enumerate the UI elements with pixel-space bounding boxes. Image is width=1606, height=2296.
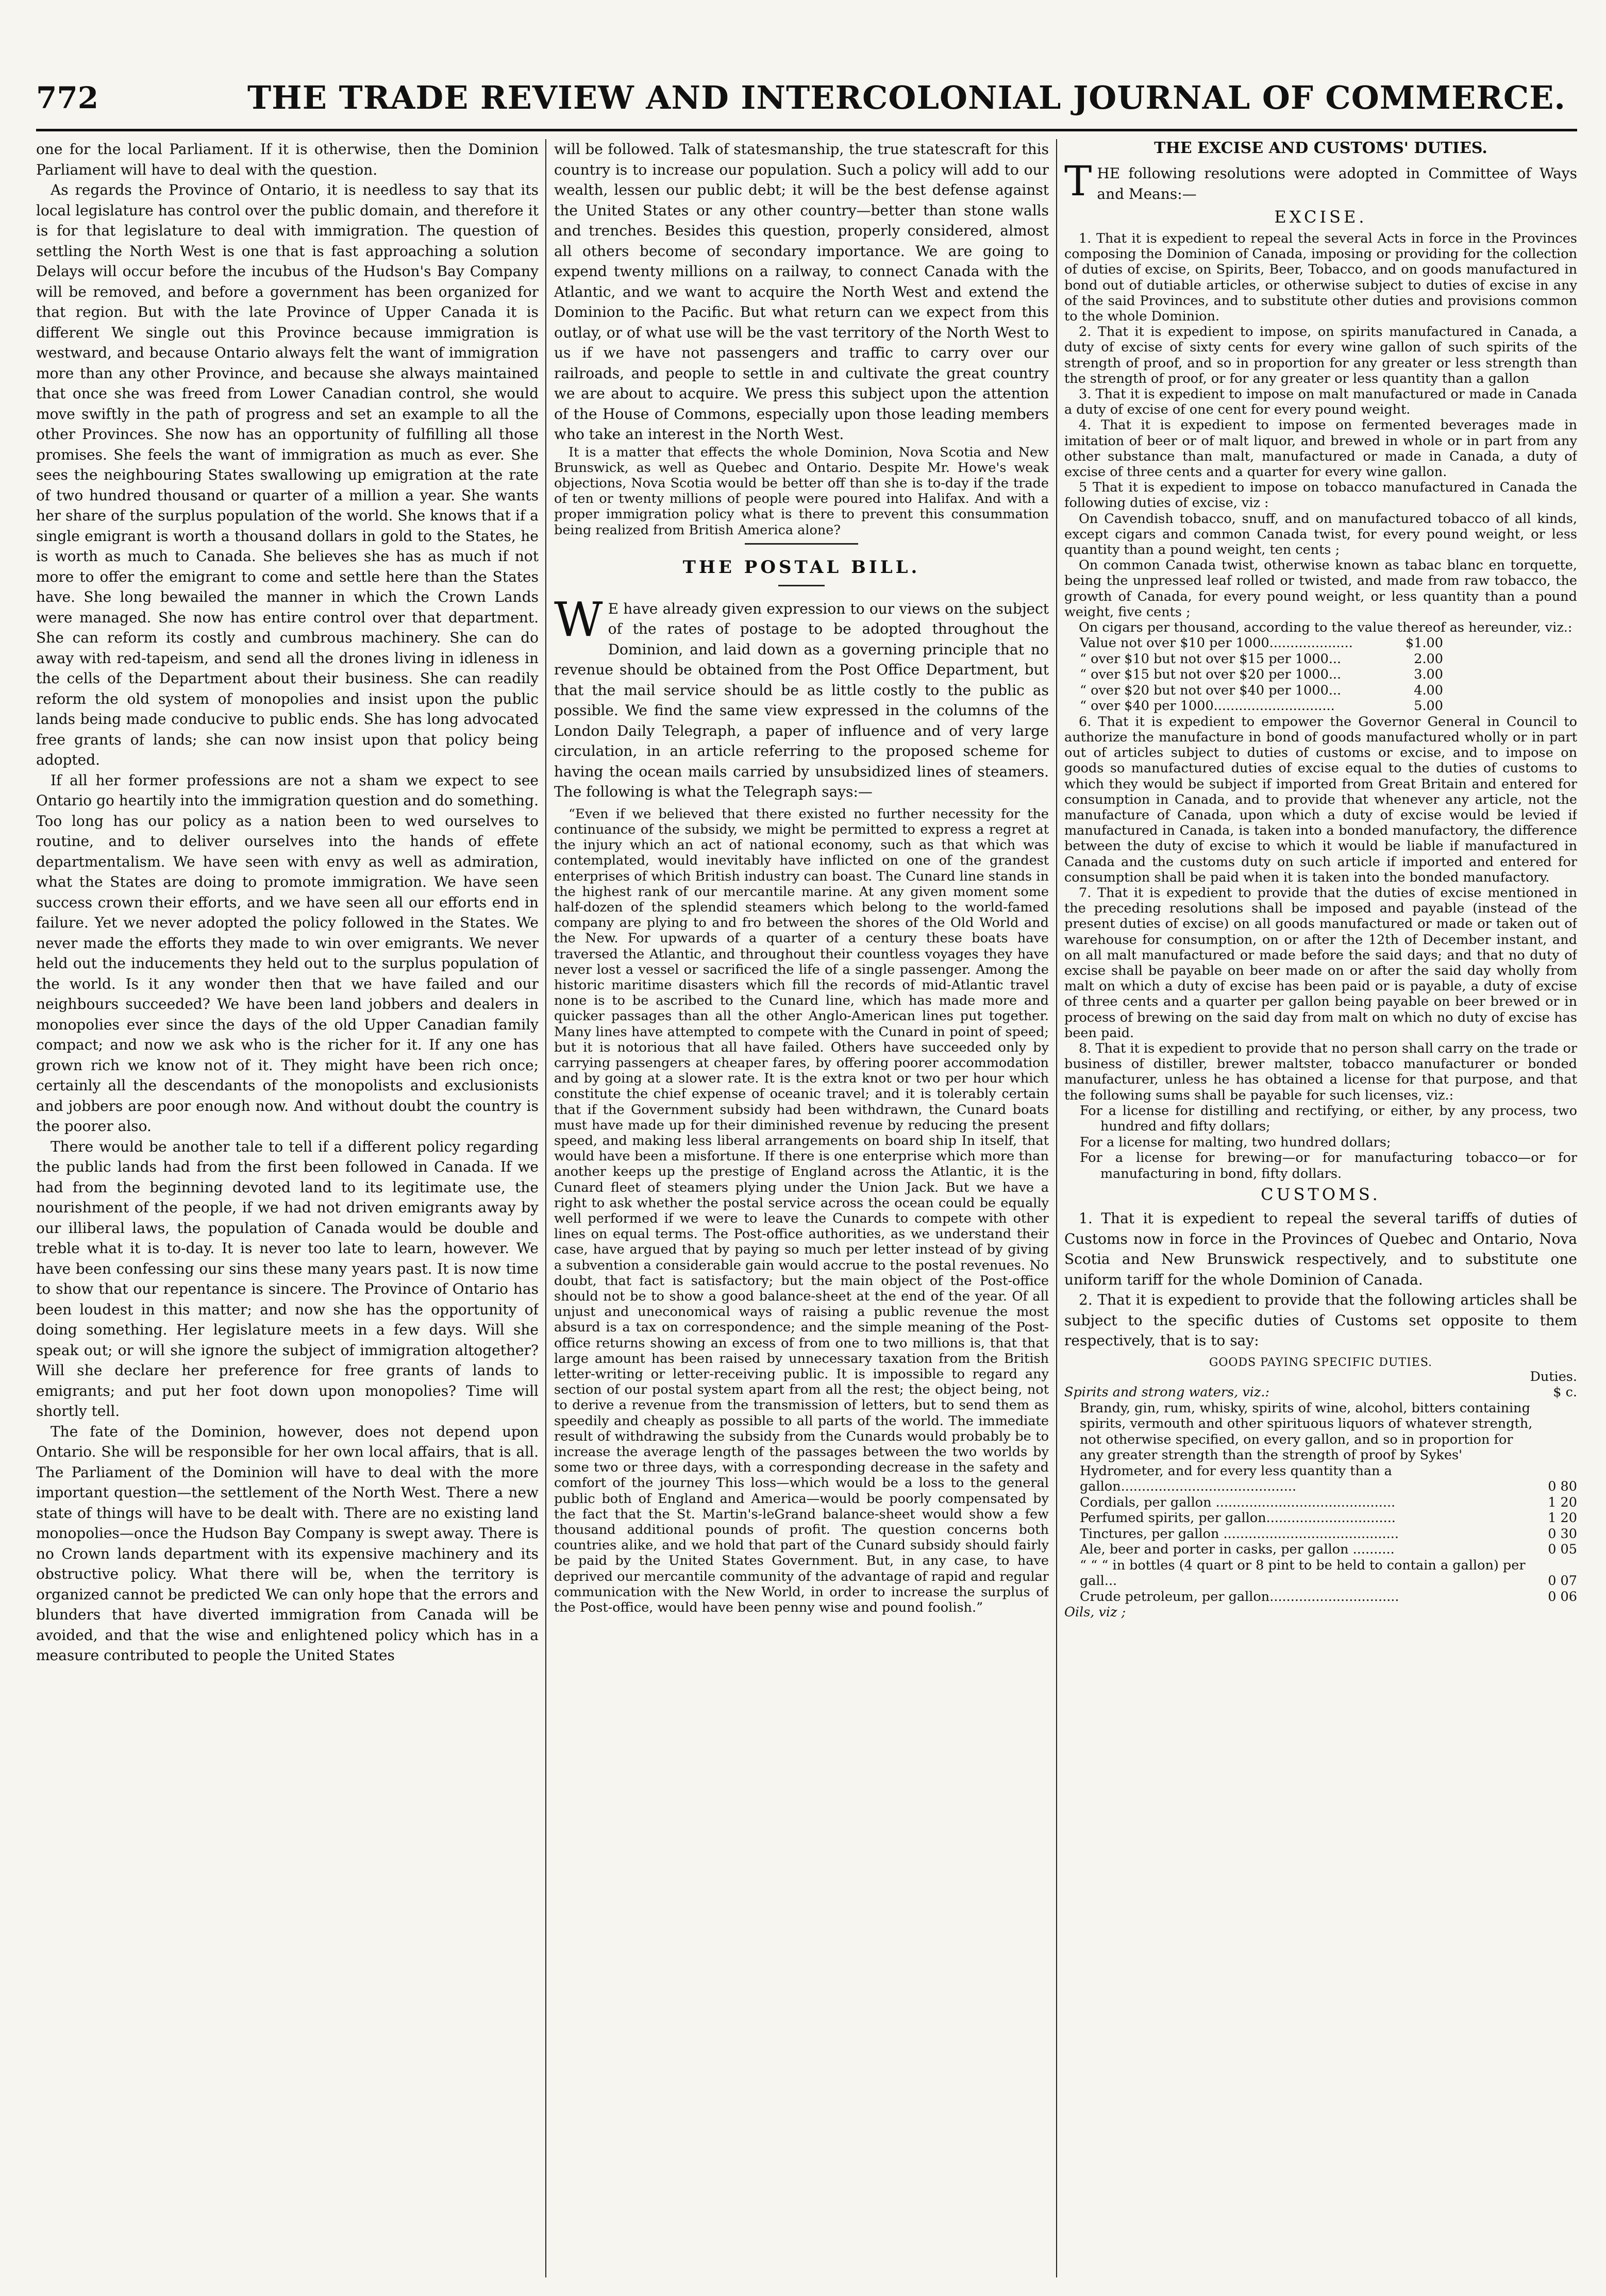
column-left [36,139,539,2277]
duty-item: “ “ “ in bottles (4 quart or 8 pint to be held to contain a gallon) per gall... [1080,1557,1526,1589]
resolution: 7. That it is expedient to provide that the duties of excise mentioned in the preceding resolutions shall be imposed and payable (instead of the present duties of excise) on all goods manufactured or made or taken out of warehouse for consumption, on or after the 12th of December instant, and on all malt manufactured or made before the said days; and that no duty of excise shall be payable on beer made on or after the said day wholly from malt on which a duty of excise has been paid or is payable, a duty of excise of three cents and a quarter per gallon being payable on beer brewed or in process of brewing on the said day from malt on which no duty of excise has been paid. [1064,885,1577,1041]
duty-row [1064,1400,1577,1495]
column-middle [554,139,1049,2277]
oils-label: Oils, viz ; [1064,1605,1126,1620]
duty-row [1064,1510,1577,1526]
cigar-value-amount: 4.00 [1414,682,1443,698]
duties-column-label: Duties. [1530,1369,1577,1385]
duty-amount: 0 06 [1548,1589,1577,1605]
paragraph: will be followed. Talk of statesmanship, the true statescraft for this country is to increase our population. Such a policy will add to our wealth, lessen our public debt; it will be the best defense against the United States or any other country—better than stone walls and trenches. Besides this question, properly considered, almost all others become of secondary importance. We are going to expend twenty millions on a railway, to connect Canada with the Atlantic, and we want to acquire the North West and extend the Dominion to the Pacific. But what return can we expect from this outlay, or of what use will be the vast territory of the North West to us if we have not passengers and traffic to carry over our railroads, and people to settle in and cultivate the great country we are about to acquire. We press this subject upon the attention of the House of Commons, especially upon those leading members who take an interest in the North West. [554,141,1049,443]
duty-item: Crude petroleum, per gallon............................... [1080,1589,1399,1605]
paragraph: The fate of the Dominion, however, does not depend upon Ontario. She will be responsible for her own local affairs, that is all. The Parliament of the Dominion will have to deal with the more important question—the settlement of the North West. There a new state of things will have to be dealt with. There are no existing land monopolies—once the Hudson Bay Company is swept away. There is no Crown lands department with its expensive machinery and its obstructive policy. What there will be, when the territory is organized cannot be predicted We can only hope that the errors and blunders that have diverted immigration from Canada will be avoided, and that the wise and enlightened policy which has in a measure contributed to people the United States [36,1423,539,1664]
resolution: 2. That it is expedient to provide that the following articles shall be subject to the specific duties of Customs set opposite to them respectively, that is to say: [1064,1291,1577,1349]
cigar-value-label: “ over $15 but not over $20 per 1000... [1080,667,1342,683]
duty-row [1064,1589,1577,1605]
duty-amount: 0 07 [1548,1573,1577,1589]
cigar-value-amount: 2.00 [1414,651,1443,667]
duty-row [1064,1558,1577,1589]
column-rule [545,139,546,2277]
drop-cap: T [1064,157,1092,205]
resolution: 8. That it is expedient to provide that no person shall carry on the trade or business of distiller, brewer maltster, tobacco manufacturer or bonded manufacturer, unless he has obtained a license for that purpose, and that the following sums shall be payable for such licenses, viz.: [1064,1041,1577,1103]
duty-amount: 1 20 [1548,1494,1577,1510]
article-intro [554,592,1049,802]
duty-item: Perfumed spirits, per gallon............................... [1080,1510,1396,1526]
duty-amount: 0 80 [1548,1479,1577,1495]
article-intro [1064,157,1577,205]
resolution: 6. That it is expedient to empower the Governor General in Council to authorize the manufacture in bond of goods manufactured wholly or in part out of articles subject to duties of customs or excise, and to impose on goods so manufactured duties of excise equal to the duties of customs to which they would be subject if imported from Great Britain and entered for consumption in Canada, and to provide that whenever any article, not the manufacture of Canada, upon which a duty of excise would be levied if manufactured in Canada, is taken into a bonded manufactory, the difference between the duty of excise to which it would be liable if manufactured in Canada and the customs duty on such article if imported and entered for consumption shall be paid when it is taken into the bonded manufactory. [1064,714,1577,885]
drop-cap: W [554,592,603,647]
license-fee: For a license for malting, two hundred dollars; [1080,1134,1391,1150]
cigar-value-label: “ over $40 per 1000............................. [1080,698,1335,714]
article-heading-postal-bill: THE POSTAL BILL. [682,556,921,578]
duties-subheader [1064,1385,1577,1400]
resolution: 1. That it is expedient to repeal the several tariffs of duties of Customs now in force in the Provinces of Quebec and Ontario, Nova Scotia and New Brunswick respectively, and to substitute one uniform tariff for the whole Dominion of Canada. [1064,1210,1577,1288]
small-paragraph: It is a matter that effects the whole Dominion, Nova Scotia and New Brunswick, as well as Quebec and Ontario. Despite Mr. Howe's weak objections, Nova Scotia would be better off than she is to-day if the trade of ten or twenty millions of people were poured into Halifax. And with a proper immigration policy what is there to prevent this consummation being realized from British America alone? [554,444,1049,538]
cigar-value-row [1064,651,1577,667]
duty-amount: 1 20 [1548,1510,1577,1526]
duty-amount: 0 05 [1548,1542,1577,1558]
duty-amount: 0 30 [1548,1526,1577,1542]
section-title-customs: CUSTOMS. [1261,1185,1381,1205]
duties-units: $ c. [1553,1385,1577,1400]
tobacco-duty: On cigars per thousand, according to the value thereof as hereunder, viz.: [1079,620,1572,636]
column-rule [1056,139,1057,2277]
resolution: 5 That it is expedient to impose on tobacco manufactured in Canada the following duties of excise, viz : [1064,480,1577,511]
divider [745,543,858,545]
cigar-value-label: “ over $20 but not over $40 per 1000... [1080,682,1342,698]
page-number: 772 [36,80,99,115]
duty-item: Brandy, gin, rum, whisky, spirits of wine, alcohol, bitters containing spirits, vermouth and other spirituous liquors of whatever strength, not otherwise specified, on every gallon, and so in proportion for any greater strength than the strength of proof by Sykes' Hydrometer, and for every less quantity than a gallon.......................................... [1080,1400,1533,1495]
tobacco-duty: On common Canada twist, otherwise known as tabac blanc en torquette, being the unpressed leaf rolled or twisted, and made from raw tobacco, the growth of Canada, for every pound weight, or less quantity than a pound weight, five cents ; [1064,558,1577,620]
resolution: 2. That it is expedient to impose, on spirits manufactured in Canada, a duty of excise of sixty cents for every wine gallon of such spirits of the strength of proof, and so in proportion for any greater or less strength than the strength of proof, or for any greater or less quantity than a gallon [1064,324,1577,386]
cigar-value-label: “ over $10 but not over $15 per 1000... [1080,651,1342,667]
duty-item: Ale, beer and porter in casks, per gallon .......... [1080,1542,1395,1558]
cigar-value-amount: 5.00 [1414,698,1443,714]
cigar-value-row [1064,683,1577,699]
section-title-excise: EXCISE. [1274,207,1367,227]
license-fee: For a license for distilling and rectifying, or either, by any process, two hundred and fifty dollars; [1080,1103,1577,1135]
cigar-value-row [1064,667,1577,683]
cigar-value-amount: 3.00 [1414,667,1443,683]
cigar-value-amount: $1.00 [1405,635,1443,651]
duty-row [1064,1542,1577,1558]
quotation: “Even if we believed that there existed no further necessity for the continuance of the subsidy, we might be permitted to express a regret at the injury which an act of national economy, such as that which was contemplated, would inevitably have inflicted on one of the grandest enterprises of which British industry can boast. The Cunard line stands in the highest rank of our mercantile marine. At any given moment some half-dozen of the splendid steamers which belong to the world-famed company are plying to and fro between the shores of the Old World and the New. For upwards of a quarter of a century these boats have traversed the Atlantic, and throughout their countless voyages they have never lost a vessel or sacrificed the life of a single passenger. Among the historic maritime disasters which fill the records of mid-Atlantic travel none is to be ascribed to the Cunard line, which has made more and quicker passages than all the other Anglo-American lines put together. Many lines have attempted to compete with the Cunard in point of speed; but it is notorious that all have failed. Others have succeeded only by carrying passengers at cheaper fares, by offering poorer accommodation and by going at a slower rate. It is the extra knot or two per hour which constitute the chief expense of oceanic travel; and it is tolerably certain that if the Government subsidy had been withdrawn, the Cunard boats must have made up for their diminished revenue by reducing the present speed, and making less liberal arrangements on board ship In itself, that would have been a misfortune. If there is one enterprise which more than another keeps up the prestige of England across the Atlantic, it is the Cunard fleet of steamers plying under the Union Jack. But we have a right to ask whether the postal service across the ocean could be equally well performed if we were to leave the Cunards to compete with other lines on equal terms. The Post-office authorities, as we understand their case, have argued that by paying so much per letter instead of by giving a subvention a considerable gain would accrue to the postal revenues. No doubt, that fact is satisfactory; but the main object of the Post-office should not be to show a good balance-sheet at the end of the year. Of all unjust and uneconomical ways of raising a public revenue the most absurd is a tax on correspondence; and the simple meaning of the Post-office returns showing an excess of from one to two millions is, that that large amount has been raised by unnecessary taxation from the British letter-writing or letter-receiving public. It is impossible to regard any section of our postal system apart from all the rest; the object being, not to derive a revenue from the transmission of letters, but to send them as speedily and cheaply as possible to all parts of the world. The immediate result of withdrawing the subsidy from the Cunards would probably be to increase the average length of the passages between the two worlds by some two or three days, with a corresponding decrease in the safety and comfort of the journey This loss—which would be a loss to the general public both of England and America—would be poorly compensated by the fact that the St. Martin's-leGrand balance-sheet would show a few thousand additional pounds of profit. The question concerns both countries alike, and we hold that part of the Cunard subsidy should fairly be paid by the United States Government. But, in any case, to have deprived our mercantile community of the advantage of rapid and regular communication with the New World, in order to increase the surplus of the Post-office, would have been penny wise and pound foolish.” [554,806,1049,1616]
duty-row [1064,1526,1577,1542]
duty-item: Tinctures, per gallon .......................................... [1080,1526,1399,1542]
cigar-value-row [1064,635,1577,651]
paragraph: As regards the Province of Ontario, it is needless to say that its local legislature has control over the public domain, and therefore it is for that legislature to deal with immigration. The question of settling the North West is one that is fast approaching a solution Delays will occur before the incubus of the Hudson's Bay Company will be removed, and before a government has been organized for that region. But with the late Province of Upper Canada it is different We single out this Province because immigration is westward, and because Ontario always felt the want of immigration more than any other Province, and because she always maintained that once she was freed from Lower Canadian control, she would move swiftly in the path of progress and set an example to all the other Provinces. She now has an opportunity of fulfilling all those promises. She feels the want of immigration as much as ever. She sees the neighbouring States swallowing up emigration at the rate of two hundred thousand or quarter of a million a year. She wants her share of the surplus population of the world. She knows that if a single emigrant is worth a thousand dollars in gold to the States, he is worth as much to Canada. She believes she has as much if not more to offer the emigrant to come and settle here than the States have. She long bewailed the manner in which the Crown Lands were managed. She now has entire control over that department. She can reform its costly and cumbrous machinery. She can do away with red-tapeism, and send all the drones living in idleness in the cells of the Department about their business. She can readily reform the old system of monopolies and insist upon the public lands being made conducive to public ends. She has long advocated free grants of lands; she can now insist upon that policy being adopted. [36,181,539,768]
intro-text: E have already given expression to our views on the subject of the rates of postage to be adopted throughout the Dominion, and laid down as a governing principle that no revenue should be obtained from the Post Office Department, but that the mail service should be as little costly to the public as possible. We find the same view expressed in the columns of the London Daily Telegraph, a paper of influence and of very large circulation, in an article referring to the proposed scheme for having the ocean mails carried by unsubsidized lines of steamers. The following is what the Telegraph says:— [554,600,1049,801]
oils-label-row [1064,1605,1577,1620]
paragraph: There would be another tale to tell if a different policy regarding the public lands had from the first been followed in Canada. If we had from the beginning devoted land to its legitimate use, the nourishment of the people, if we had not driven emigrants away by our illiberal laws, the population of Canada would be double and treble what it is to-day. It is never too late to learn, however. We have been confessing our sins these many years past. It is now time to show that our repentance is sincere. The Province of Ontario has been loudest in this matter; and now she has the opportunity of doing something. Her legislature meets in a few days. Will she speak out; or will she ignore the subject of immigration altogether? Will she declare her preference for free grants of lands to emigrants; and put her foot down upon monopolies? Time will shortly tell. [36,1138,539,1420]
column-right [1064,139,1577,2277]
resolution: 1. That it is expedient to repeal the several Acts in force in the Provinces composing the Dominion of Canada, imposing or providing for the collection of duties of excise, on Spirits, Beer, Tobacco, and on goods manufactured in bond out of dutiable articles, or otherwise subject to duties of excise in any of the said Provinces, and to substitute other duties and provisions common to the whole Dominion. [1064,231,1577,325]
paragraph: one for the local Parliament. If it is otherwise, then the Dominion Parliament will have to deal with the question. [36,141,539,178]
duties-header [1064,1369,1577,1385]
journal-title: THE TRADE REVIEW AND INTERCOLONIAL JOURNAL OF COMMERCE. [247,79,1566,116]
article-heading-excise-customs: THE EXCISE AND CUSTOMS' DUTIES. [1154,139,1487,157]
masthead [36,72,1577,131]
cigar-value-row [1064,698,1577,714]
cigar-value-label: Value not over $10 per 1000.................... [1080,635,1353,651]
duty-row [1064,1495,1577,1511]
divider [778,585,825,586]
duty-item: Cordials, per gallon ........................................... [1080,1494,1396,1510]
goods-heading: GOODS PAYING SPECIFIC DUTIES. [1209,1356,1433,1369]
license-fee: For a license for brewing—or for manufacturing tobacco—or for manufacturing in bond, fifty dollars. [1080,1150,1577,1181]
spirits-label: Spirits and strong waters, viz.: [1064,1385,1270,1400]
intro-text: HE following resolutions were adopted in Committee of Ways and Means:— [1097,165,1577,202]
tobacco-duty: On Cavendish tobacco, snuff, and on manufactured tobacco of all kinds, except cigars and common Canada twist, for every pound weight, or less quantity than a pound weight, ten cents ; [1064,511,1577,558]
resolution: 4. That it is expedient to impose on fermented beverages made in imitation of beer or of malt liquor, and brewed in whole or in part from any other substance than malt, manufactured or made in Canada, a duty of excise of three cents and a quarter for every wine gallon. [1064,417,1577,480]
paragraph: If all her former professions are not a sham we expect to see Ontario go heartily into the immigration question and do something. Too long has our policy as a nation been to wed ourselves to routine, and to deliver ourselves into the hands of effete departmentalism. We have seen with envy as well as admiration, what the States are doing to promote immigration. We have seen success crown their efforts, and we have seen all our efforts end in failure. Yet we never adopted the policy followed in the States. We never made the efforts they made to win over emigrants. We never held out the inducements they held out to the surplus population of the world. Is it any wonder then that we have failed and our neighbours succeeded? We have been land jobbers and dealers in monopolies ever since the days of the old Upper Canadian family compact; and now we ask who is the richer for it. If any one has grown rich we know not of it. They might have been rich once; certainly all the descendants of the monopolists and exclusionists and jobbers are poor enough now. And without doubt the country is the poorer also. [36,771,539,1135]
resolution: 3. That it is expedient to impose on malt manufactured or made in Canada a duty of excise of one cent for every pound weight. [1064,386,1577,418]
